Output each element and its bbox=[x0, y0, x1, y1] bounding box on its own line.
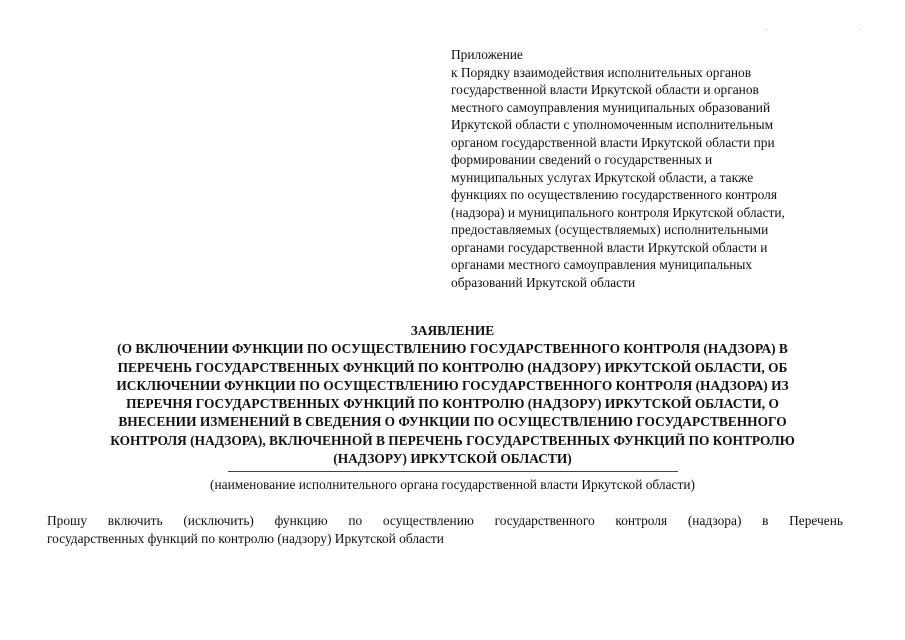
title-line: (О ВКЛЮЧЕНИИ ФУНКЦИИ ПО ОСУЩЕСТВЛЕНИЮ ГОСУДАРСТВЕННОГО КОНТРОЛЯ (НАДЗОРА) В bbox=[117, 341, 788, 357]
scan-speck bbox=[766, 29, 767, 30]
appendix-line: к Порядку взаимодействия исполнительных органов bbox=[451, 64, 752, 80]
org-name-fill-line bbox=[228, 471, 678, 472]
title-heading: ЗАЯВЛЕНИЕ bbox=[410, 323, 495, 338]
appendix-block bbox=[451, 46, 871, 291]
appendix-line: функциях по осуществлению государственного контроля bbox=[451, 187, 778, 202]
request-paragraph bbox=[47, 512, 843, 547]
title-line: КОНТРОЛЯ (НАДЗОРА), ВКЛЮЧЕННОЙ В ПЕРЕЧЕНЬ ГОСУДАРСТВЕННЫХ ФУНКЦИЙ ПО КОНТРОЛЮ bbox=[110, 432, 795, 448]
appendix-line: муниципальных услугах Иркутской области, а также bbox=[451, 169, 754, 185]
appendix-line: формировании сведений о государственных и bbox=[451, 152, 713, 167]
title-line: ПЕРЕЧНЯ ГОСУДАРСТВЕННЫХ ФУНКЦИЙ ПО КОНТРОЛЮ (НАДЗОРУ) ИРКУТСКОЙ ОБЛАСТИ, О bbox=[126, 396, 779, 412]
appendix-line: предоставляемых (осуществляемых) исполнительными bbox=[451, 222, 769, 237]
title-line: ИСКЛЮЧЕНИИ ФУНКЦИИ ПО ОСУЩЕСТВЛЕНИЮ ГОСУДАРСТВЕННОГО КОНТРОЛЯ (НАДЗОРА) ИЗ bbox=[116, 377, 789, 393]
appendix-line: органами местного самоуправления муниципальных bbox=[451, 257, 753, 272]
appendix-line: государственной власти Иркутской области и органов bbox=[451, 82, 759, 97]
org-name-caption: (наименование исполнительного органа государственной власти Иркутской области) bbox=[210, 477, 695, 492]
appendix-line: органами государственной власти Иркутской области и bbox=[451, 239, 768, 255]
request-line: Прошу включить (исключить) функцию по осуществлению государственного контроля (надзора) в Перечень bbox=[47, 513, 843, 528]
title-line: ПЕРЕЧЕНЬ ГОСУДАРСТВЕННЫХ ФУНКЦИЙ ПО КОНТРОЛЮ (НАДЗОРУ) ИРКУТСКОЙ ОБЛАСТИ, ОБ bbox=[117, 359, 788, 375]
title-line: ВНЕСЕНИИ ИЗМЕНЕНИЙ В СВЕДЕНИЯ О ФУНКЦИИ ПО ОСУЩЕСТВЛЕНИЮ ГОСУДАРСТВЕННОГО bbox=[118, 414, 787, 430]
appendix-line: образований Иркутской области bbox=[451, 274, 636, 290]
document-title bbox=[30, 322, 875, 468]
appendix-line: органом государственной власти Иркутской области при bbox=[451, 134, 775, 150]
title-line: (НАДЗОРУ) ИРКУТСКОЙ ОБЛАСТИ) bbox=[333, 451, 572, 467]
appendix-line: (надзора) и муниципального контроля Иркутской области, bbox=[451, 204, 785, 220]
appendix-line: Иркутской области с уполномоченным исполнительным bbox=[451, 117, 774, 132]
appendix-line: Приложение bbox=[451, 47, 523, 62]
appendix-line: местного самоуправления муниципальных образований bbox=[451, 99, 771, 115]
scan-speck bbox=[860, 29, 861, 30]
request-line: государственных функций по контролю (надзору) Иркутской области bbox=[47, 530, 444, 546]
